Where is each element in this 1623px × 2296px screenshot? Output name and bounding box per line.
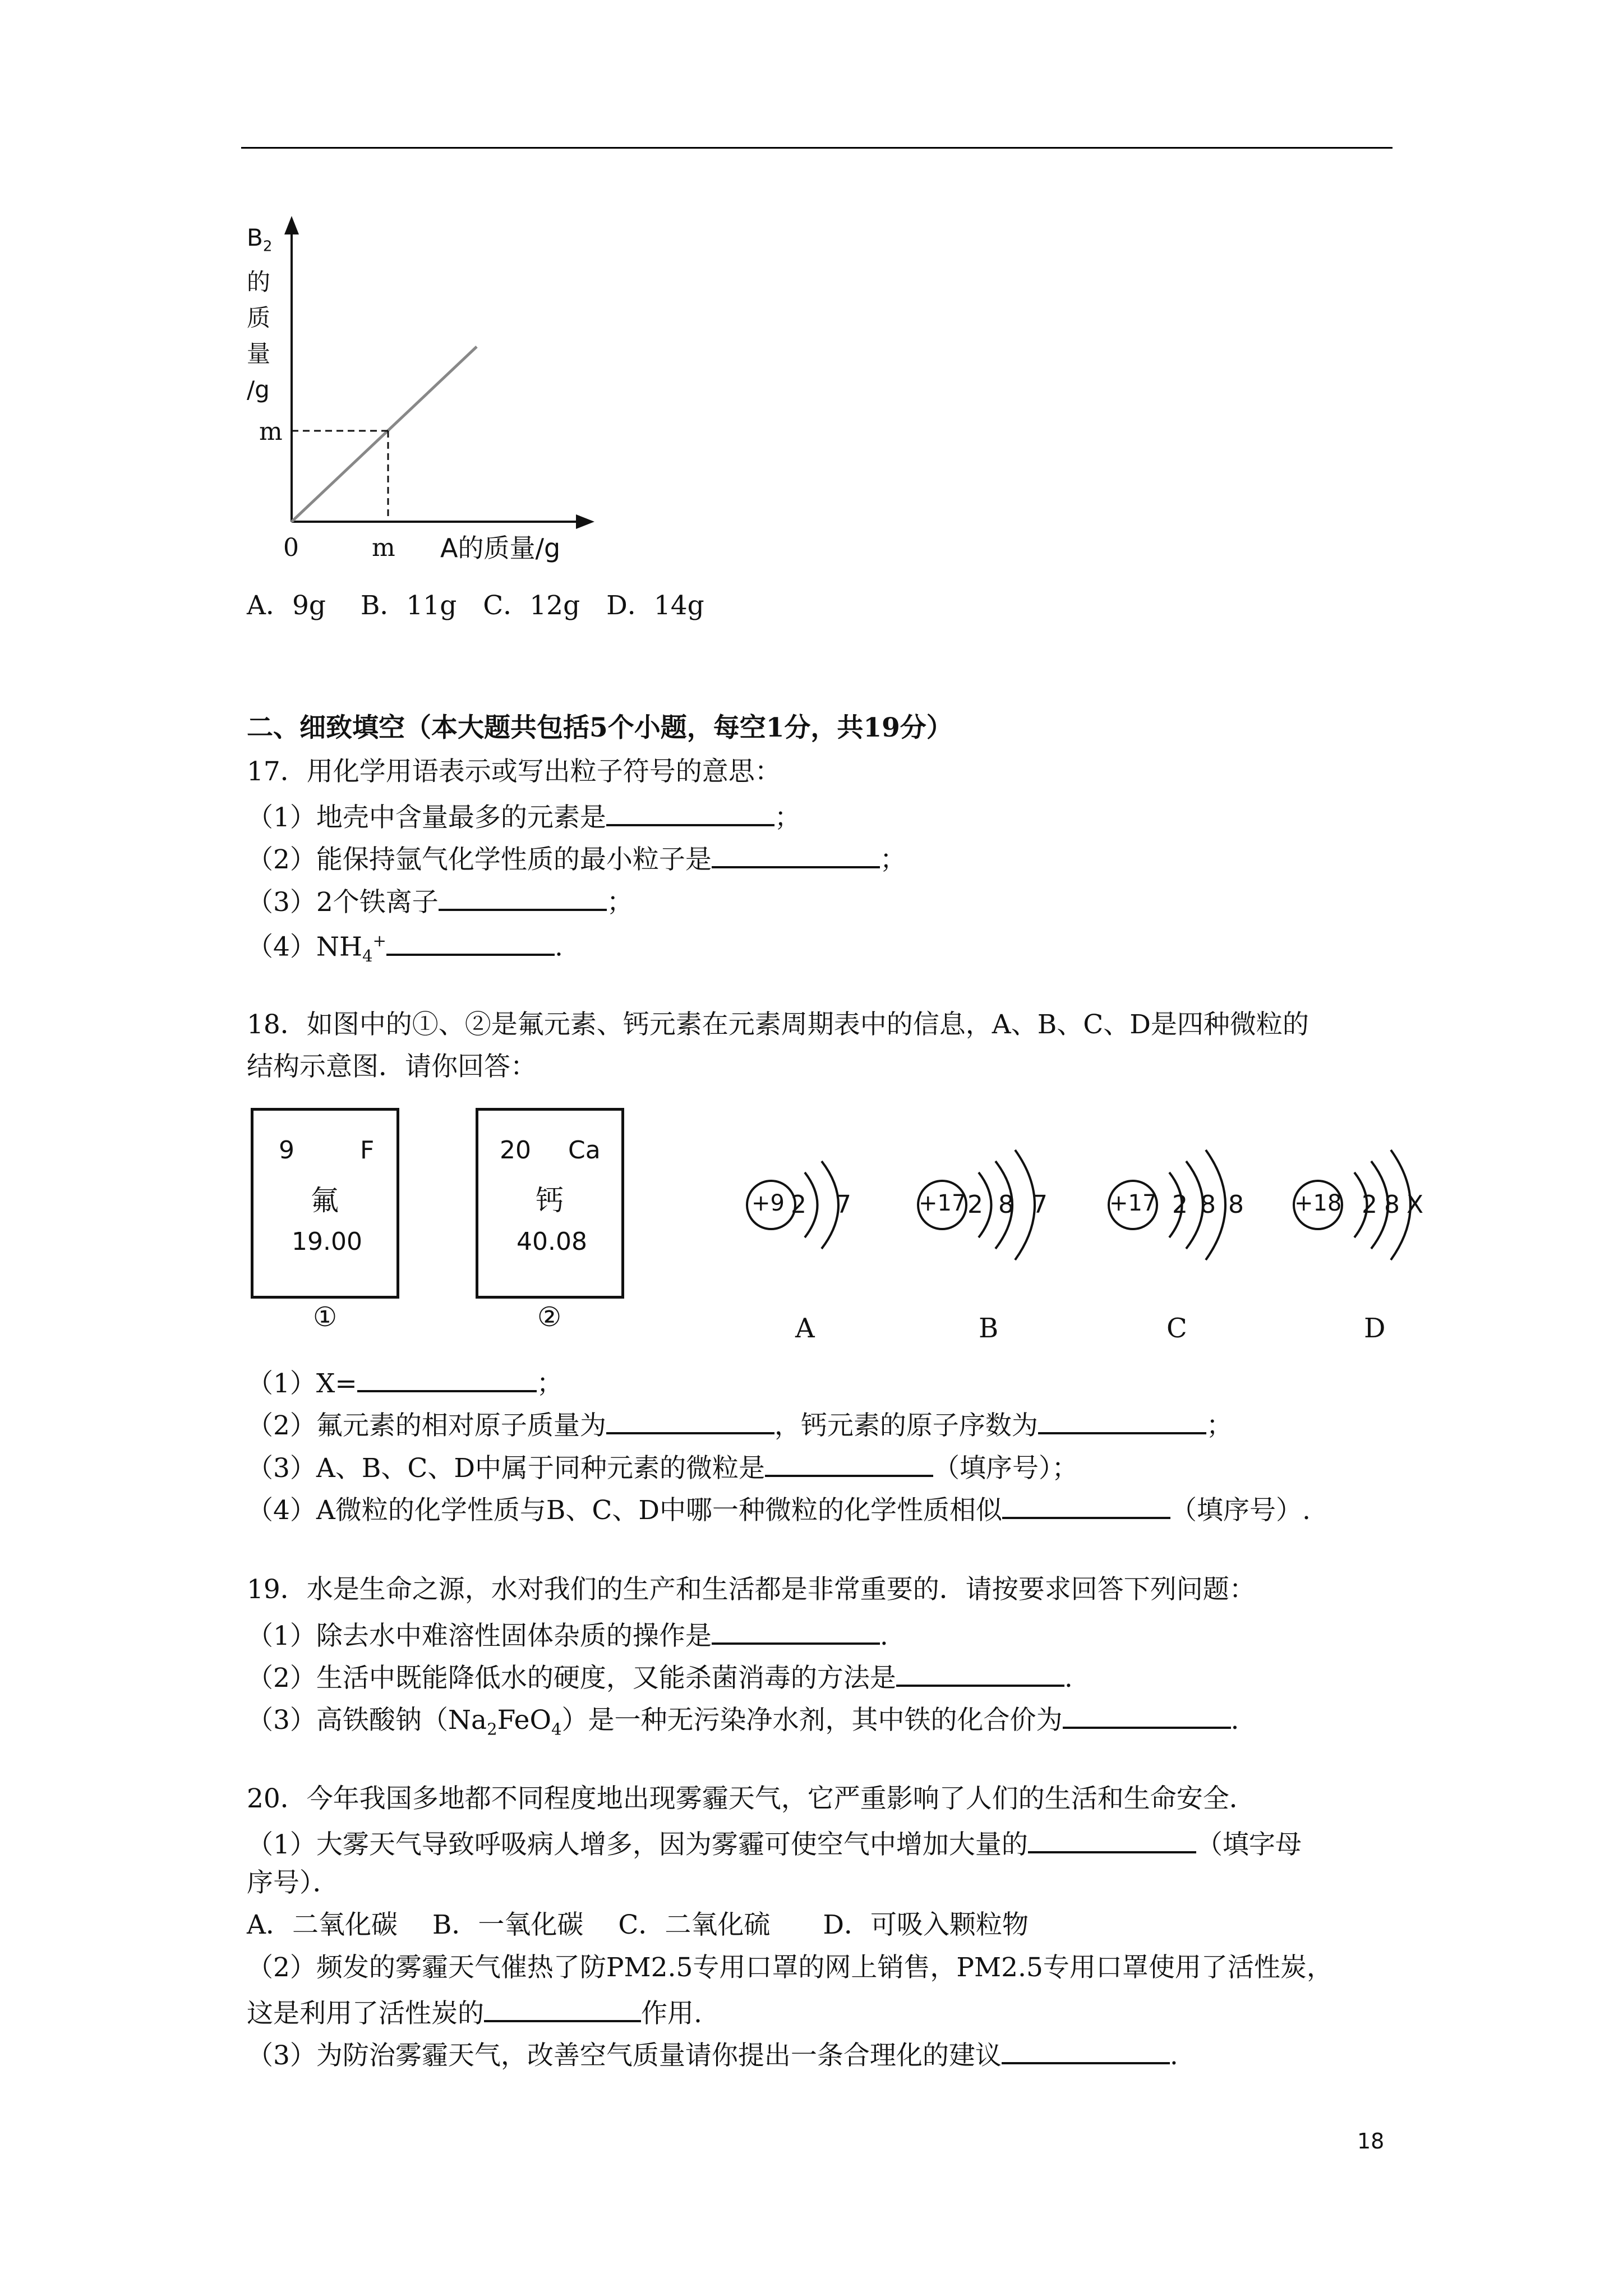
atom-C-shell3: 8 [1228,1190,1244,1219]
atom-D-nucleus: +18 [1294,1190,1342,1216]
q20-part2: （2）频发的雾霾天气催热了防PM2.5专用口罩的网上销售，PM2.5专用口罩使用了活性炭， [247,1952,1333,1983]
q18-blank4[interactable] [1002,1489,1170,1519]
q18-blank3[interactable] [765,1447,933,1477]
atomic-number: 20 [500,1136,531,1165]
atomic-mass: 40.08 [517,1227,587,1256]
q18-blank2a[interactable] [606,1404,774,1434]
q18-part4: （4）A微粒的化学性质与B、C、D中哪一种微粒的化学性质相似 （填序号）. [247,1489,1311,1529]
q16-options: A．9g B．11g C．12g D．14g [247,590,704,621]
atom-D-shell1: 2 [1362,1190,1377,1219]
atom-D-label: D [1364,1313,1386,1344]
q20-blank1[interactable] [1028,1823,1196,1853]
q17-blank3[interactable] [439,881,607,911]
q20-blank3[interactable] [1002,2034,1170,2064]
element-symbol: F [360,1136,375,1165]
atom-C-label: C [1166,1313,1187,1344]
x-axis-arrow [576,514,594,529]
q17-blank4[interactable] [386,926,555,956]
atom-B-shell1: 2 [967,1190,983,1219]
atomic-number: 9 [279,1136,294,1165]
header-rule [241,147,1393,149]
q18-blank1[interactable] [357,1362,537,1392]
q19-stem: 19．水是生命之源，水对我们的生产和生活都是非常重要的．请按要求回答下列问题： [247,1574,1256,1605]
q19-blank1[interactable] [712,1614,880,1645]
q17-part4: $(4)NH_4^+$ . [247,923,563,974]
x-tick-m: m [372,533,395,562]
mass-line [292,347,477,522]
q18-stem-line1: 18．如图中的①、②是氟元素、钙元素在元素周期表中的信息，A、B、C、D是四种微粒的 [247,1009,1309,1040]
atom-C-shell2: 8 [1200,1190,1216,1219]
periodic-cell-fluorine [251,1108,399,1299]
atom-structure-diagrams [729,1133,1458,1341]
atom-C-shell1: 2 [1172,1190,1188,1219]
q20-blank2[interactable] [484,1992,641,2022]
q17-part2: （2）能保持氩气化学性质的最小粒子是 ； [247,838,906,878]
atom-B-label: B [979,1313,999,1344]
q18-blank2b[interactable] [1038,1404,1206,1434]
q20-part1-cont: 序号）． [247,1867,339,1898]
atom-A-label: A [795,1313,815,1344]
q20-options: A．二氧化碳 B．一氧化碳 C．二氧化硫 D．可吸入颗粒物 [247,1910,1029,1940]
origin-label: 0 [283,533,299,562]
y-axis-arrow [284,216,299,234]
atomic-mass: 19.00 [292,1227,362,1256]
element-name: 钙 [536,1184,564,1217]
periodic-cell-calcium [476,1108,624,1299]
q17-part1: （1）地壳中含量最多的元素是 ； [247,796,801,836]
element-symbol: Ca [568,1136,601,1165]
y-tick-m: m [259,417,283,446]
section2-heading: 二、细致填空（本大题共包括5个小题，每空1分，共19分） [247,712,953,743]
q18-part1: （1）X= ； [247,1362,563,1402]
atom-A-nucleus: +9 [751,1190,785,1216]
y-axis-label: $B_2$ 的 质 量 /g [247,224,273,404]
q19-part2: （2）生活中既能降低水的硬度，又能杀菌消毒的方法是 . [247,1657,1073,1696]
q19-part3: （3）高铁酸钠$(Na_2FeO_4)$是一种无污染净水剂，其中铁的化合价为 . [247,1699,1239,1747]
atom-B-nucleus: +17 [919,1190,966,1216]
atom-B-shell3: 7 [1032,1190,1048,1219]
q18-part3: （3）A、B、C、D中属于同种元素的微粒是 （填序号）； [247,1447,1078,1487]
mass-graph [241,213,623,572]
q20-stem: 20．今年我国多地都不同程度地出现雾霾天气，它严重影响了人们的生活和生命安全． [247,1783,1256,1814]
atom-B-shell2: 8 [998,1190,1014,1219]
q19-blank2[interactable] [896,1657,1064,1687]
atom-D-shell3: X [1407,1190,1424,1219]
atom-A-shell1: 2 [791,1190,806,1219]
q20-part3: （3）为防治雾霾天气，改善空气质量请你提出一条合理化的建议 . [247,2034,1178,2074]
q17-blank1[interactable] [606,796,774,826]
q17-part3: （3）2个铁离子 ； [247,881,633,921]
q17-stem: 17．用化学用语表示或写出粒子符号的意思： [247,756,781,787]
atom-A-shell2: 7 [836,1190,851,1219]
label-circle-2: ② [537,1301,562,1333]
atom-C-nucleus: +17 [1109,1190,1157,1216]
page-number: 18 [1357,2129,1385,2154]
element-name: 氟 [311,1184,339,1217]
q18-part2: （2）氟元素的相对原子质量为 ，钙元素的原子序数为 ； [247,1404,1233,1444]
label-circle-1: ① [313,1301,338,1333]
q18-stem-line2: 结构示意图．请你回答： [247,1051,537,1082]
q20-part1: （1）大雾天气导致呼吸病人增多，因为雾霾可使空气中增加大量的 （填字母 [247,1823,1302,1863]
q19-part1: （1）除去水中难溶性固体杂质的操作是 . [247,1614,888,1654]
atom-D-shell2: 8 [1384,1190,1400,1219]
q19-blank3[interactable] [1063,1699,1231,1729]
q17-blank2[interactable] [712,838,880,868]
q20-part2-cont: 这是利用了活性炭的 作用. [247,1992,702,2032]
x-axis-label: A的质量/g [440,533,561,563]
